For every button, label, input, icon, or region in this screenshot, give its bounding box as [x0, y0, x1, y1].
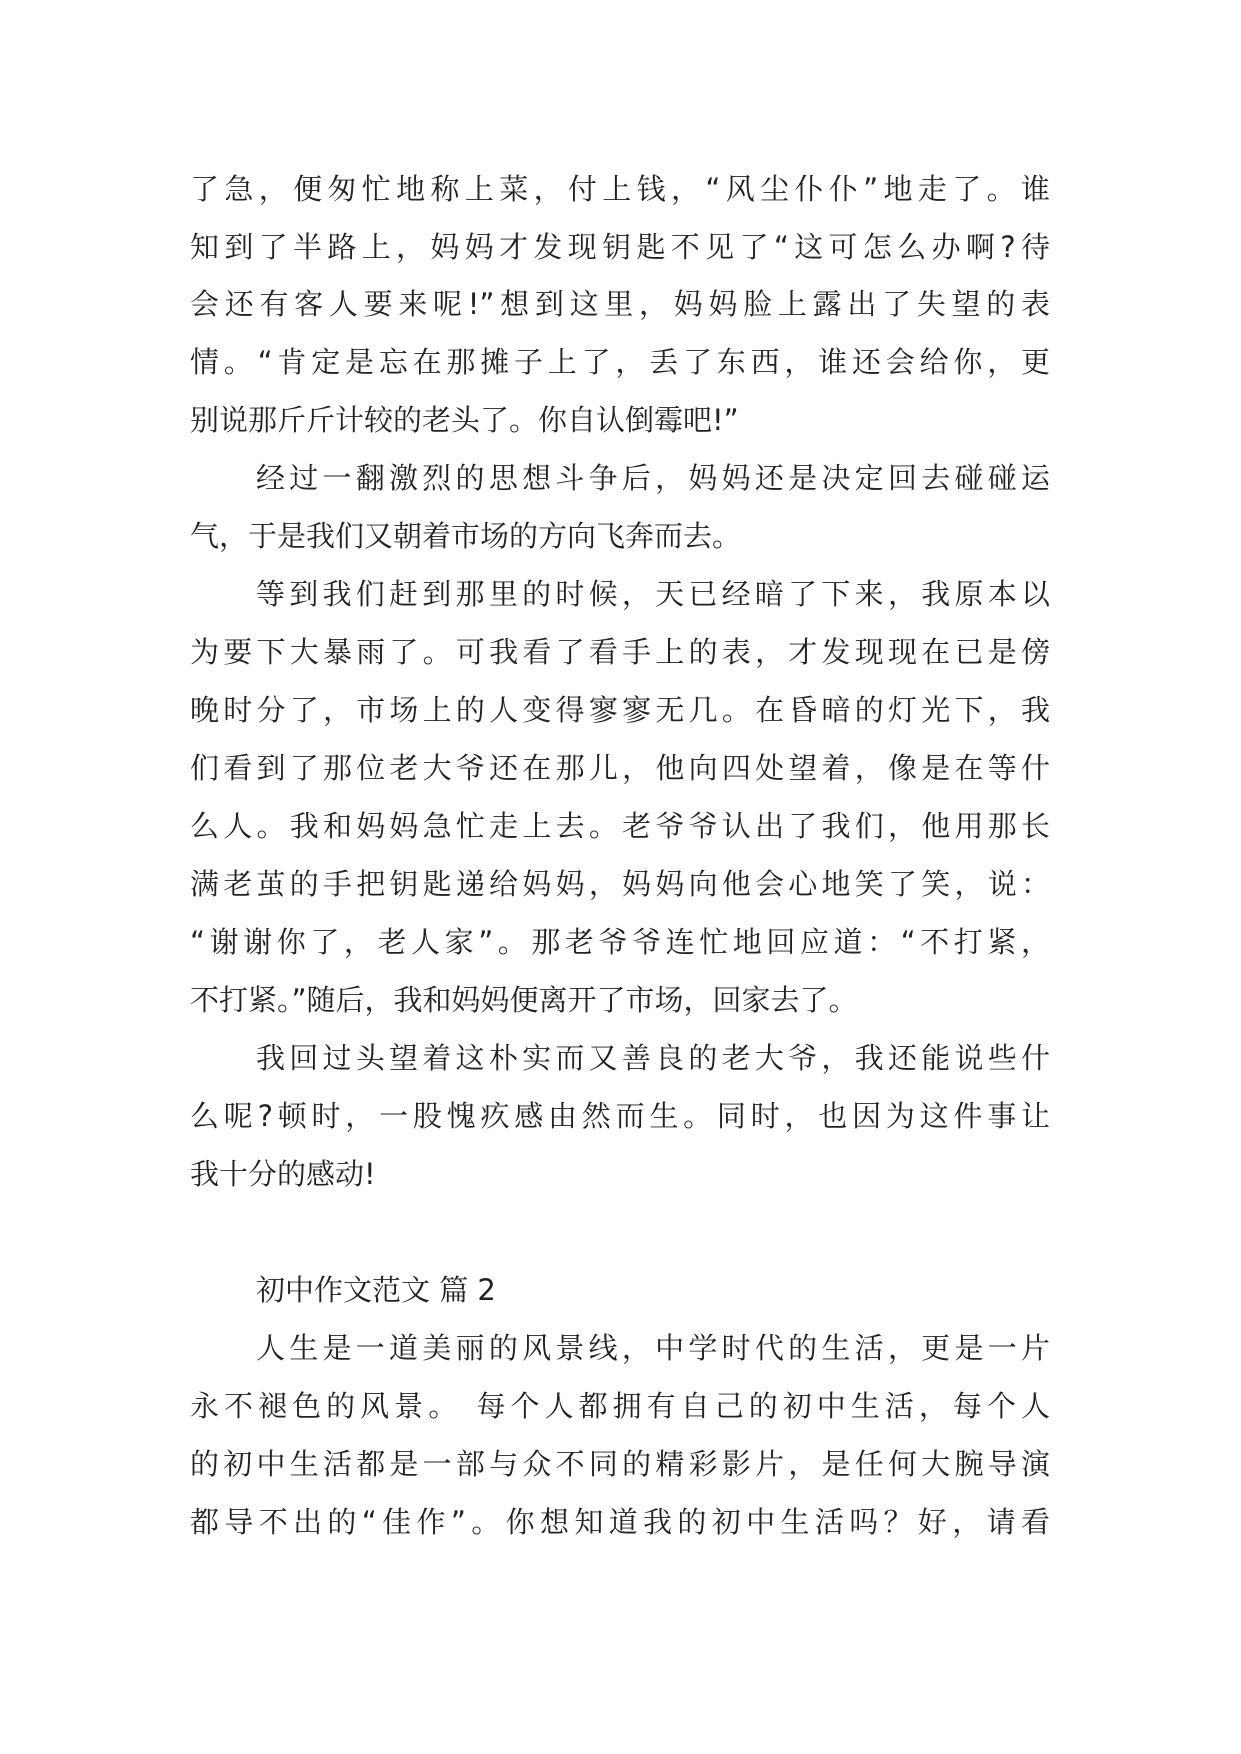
paragraph-line: 为要下大暴雨了。可我看了看手上的表，才发现现在已是傍 — [190, 635, 1050, 669]
paragraph-line: 气，于是我们又朝着市场的方向飞奔而去。 — [190, 519, 742, 553]
paragraph-line: 了急，便匆忙地称上菜，付上钱，“风尘仆仆”地走了。谁 — [190, 172, 1050, 206]
paragraph-line: 么呢?顿时，一股愧疚感由然而生。同时，也因为这件事让 — [190, 1099, 1050, 1133]
paragraph-line: 不打紧。”随后，我和妈妈便离开了市场，回家去了。 — [190, 983, 858, 1017]
paragraph-line: 的初中生活都是一部与众不同的精彩影片，是任何大腕导演 — [190, 1447, 1050, 1481]
paragraph-line: 满老茧的手把钥匙递给妈妈，妈妈向他会心地笑了笑，说： — [190, 867, 1050, 901]
paragraph-line: 人生是一道美丽的风景线，中学时代的生活，更是一片 — [256, 1331, 1050, 1365]
paragraph-line: 们看到了那位老大爷还在那儿，他向四处望着，像是在等什 — [190, 751, 1050, 785]
paragraph-line: 知到了半路上，妈妈才发现钥匙不见了“这可怎么办啊?待 — [190, 230, 1050, 264]
paragraph-line: 会还有客人要来呢!”想到这里，妈妈脸上露出了失望的表 — [190, 287, 1050, 321]
paragraph-line: 经过一翻激烈的思想斗争后，妈妈还是决定回去碰碰运 — [256, 461, 1050, 495]
paragraph-line: 等到我们赶到那里的时候，天已经暗了下来，我原本以 — [256, 577, 1050, 611]
paragraph-line: “谢谢你了，老人家”。那老爷爷连忙地回应道：“不打紧， — [190, 925, 1050, 959]
section-heading: 初中作文范文 篇 2 — [256, 1273, 496, 1307]
paragraph-line: 永不褪色的风景。 每个人都拥有自己的初中生活，每个人 — [190, 1389, 1050, 1423]
paragraph-line: 晚时分了，市场上的人变得寥寥无几。在昏暗的灯光下，我 — [190, 693, 1050, 727]
paragraph-line: 别说那斤斤计较的老头了。你自认倒霉吧!” — [190, 403, 739, 437]
paragraph-line: 我回过头望着这朴实而又善良的老大爷，我还能说些什 — [256, 1041, 1050, 1075]
paragraph-line: 都导不出的“佳作”。你想知道我的初中生活吗？好，请看 — [190, 1505, 1050, 1539]
paragraph-line: 我十分的感动! — [190, 1157, 376, 1191]
paragraph-line: 情。“肯定是忘在那摊子上了，丢了东西，谁还会给你，更 — [190, 345, 1050, 379]
paragraph-line: 么人。我和妈妈急忙走上去。老爷爷认出了我们，他用那长 — [190, 809, 1050, 843]
